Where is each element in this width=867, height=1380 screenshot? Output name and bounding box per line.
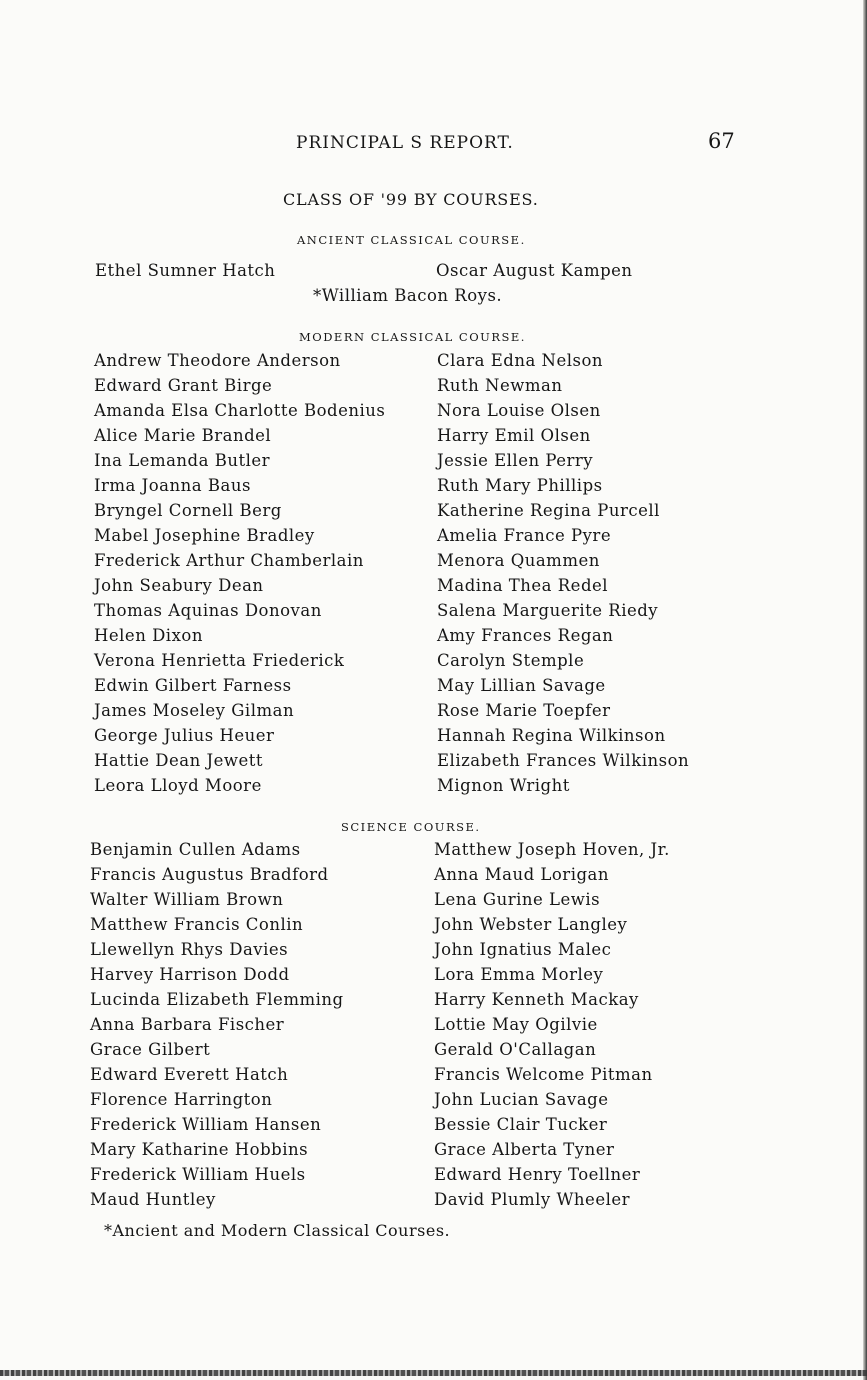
student-name: Benjamin Cullen Adams bbox=[90, 840, 301, 859]
page-number: 67 bbox=[708, 129, 735, 153]
running-header: PRINCIPAL S REPORT. bbox=[296, 133, 514, 153]
student-name: May Lillian Savage bbox=[437, 676, 606, 695]
student-name: Ruth Mary Phillips bbox=[437, 476, 603, 495]
student-name: Menora Quammen bbox=[437, 551, 600, 570]
ancient-name-right: Oscar August Kampen bbox=[436, 261, 633, 280]
student-name: Helen Dixon bbox=[94, 626, 203, 645]
student-name: George Julius Heuer bbox=[94, 726, 275, 745]
student-name: Jessie Ellen Perry bbox=[437, 451, 594, 470]
science-right-column bbox=[434, 837, 670, 1212]
modern-left-column bbox=[94, 348, 385, 798]
ancient-name-center: *William Bacon Roys. bbox=[313, 286, 503, 305]
science-course-heading: SCIENCE COURSE. bbox=[341, 820, 481, 834]
student-name: Bessie Clair Tucker bbox=[434, 1115, 608, 1134]
student-name: Grace Alberta Tyner bbox=[434, 1140, 615, 1159]
student-name: Rose Marie Toepfer bbox=[437, 701, 611, 720]
student-name: Lottie May Ogilvie bbox=[434, 1015, 598, 1034]
student-name: Lora Emma Morley bbox=[434, 965, 604, 984]
student-name: Irma Joanna Baus bbox=[94, 476, 251, 495]
student-name: Alice Marie Brandel bbox=[94, 426, 272, 445]
student-name: John Ignatius Malec bbox=[434, 940, 612, 959]
page-bottom-edge bbox=[0, 1370, 867, 1376]
ancient-course-heading: ANCIENT CLASSICAL COURSE. bbox=[297, 233, 526, 247]
student-name: Ruth Newman bbox=[437, 376, 563, 395]
student-name: Elizabeth Frances Wilkinson bbox=[437, 751, 690, 770]
modern-course-heading: MODERN CLASSICAL COURSE. bbox=[299, 330, 526, 344]
student-name: Frederick William Huels bbox=[90, 1165, 306, 1184]
student-name: Francis Augustus Bradford bbox=[90, 865, 329, 884]
student-name: Bryngel Cornell Berg bbox=[94, 501, 282, 520]
student-name: Nora Louise Olsen bbox=[437, 401, 601, 420]
student-name: Grace Gilbert bbox=[90, 1040, 211, 1059]
student-name: Harry Emil Olsen bbox=[437, 426, 591, 445]
class-title: CLASS OF '99 BY COURSES. bbox=[283, 190, 539, 209]
student-name: Edwin Gilbert Farness bbox=[94, 676, 292, 695]
student-name: Mary Katharine Hobbins bbox=[90, 1140, 309, 1159]
student-name: Mabel Josephine Bradley bbox=[94, 526, 315, 545]
student-name: Andrew Theodore Anderson bbox=[94, 351, 341, 370]
student-name: Madina Thea Redel bbox=[437, 576, 609, 595]
student-name: Matthew Francis Conlin bbox=[90, 915, 304, 934]
student-name: Lena Gurine Lewis bbox=[434, 890, 601, 909]
modern-right-column bbox=[437, 348, 689, 798]
student-name: Walter William Brown bbox=[90, 890, 284, 909]
student-name: John Lucian Savage bbox=[434, 1090, 609, 1109]
student-name: Maud Huntley bbox=[90, 1190, 216, 1209]
student-name: Francis Welcome Pitman bbox=[434, 1065, 653, 1084]
student-name: Harvey Harrison Dodd bbox=[90, 965, 290, 984]
student-name: Mignon Wright bbox=[437, 776, 570, 795]
student-name: Verona Henrietta Friederick bbox=[94, 651, 345, 670]
student-name: Anna Barbara Fischer bbox=[90, 1015, 285, 1034]
student-name: Llewellyn Rhys Davies bbox=[90, 940, 289, 959]
student-name: Carolyn Stemple bbox=[437, 651, 585, 670]
student-name: Edward Everett Hatch bbox=[90, 1065, 289, 1084]
science-left-column bbox=[90, 837, 344, 1212]
student-name: Gerald O'Callagan bbox=[434, 1040, 597, 1059]
student-name: Florence Harrington bbox=[90, 1090, 273, 1109]
student-name: David Plumly Wheeler bbox=[434, 1190, 631, 1209]
student-name: Amelia France Pyre bbox=[437, 526, 612, 545]
student-name: Edward Henry Toellner bbox=[434, 1165, 641, 1184]
student-name: Matthew Joseph Hoven, Jr. bbox=[434, 840, 670, 859]
student-name: Thomas Aquinas Donovan bbox=[94, 601, 322, 620]
student-name: Amanda Elsa Charlotte Bodenius bbox=[94, 401, 386, 420]
student-name: Frederick William Hansen bbox=[90, 1115, 322, 1134]
student-name: John Webster Langley bbox=[434, 915, 628, 934]
student-name: Amy Frances Regan bbox=[437, 626, 614, 645]
ancient-name-left: Ethel Sumner Hatch bbox=[95, 261, 276, 280]
student-name: John Seabury Dean bbox=[94, 576, 264, 595]
student-name: Lucinda Elizabeth Flemming bbox=[90, 990, 344, 1009]
page-edge-shadow bbox=[863, 0, 867, 1380]
student-name: Anna Maud Lorigan bbox=[434, 865, 609, 884]
student-name: Leora Lloyd Moore bbox=[94, 776, 262, 795]
student-name: Edward Grant Birge bbox=[94, 376, 273, 395]
student-name: Katherine Regina Purcell bbox=[437, 501, 660, 520]
student-name: Ina Lemanda Butler bbox=[94, 451, 271, 470]
student-name: Salena Marguerite Riedy bbox=[437, 601, 659, 620]
student-name: Hattie Dean Jewett bbox=[94, 751, 264, 770]
footnote: *Ancient and Modern Classical Courses. bbox=[104, 1221, 451, 1240]
student-name: Harry Kenneth Mackay bbox=[434, 990, 639, 1009]
student-name: Hannah Regina Wilkinson bbox=[437, 726, 666, 745]
student-name: James Moseley Gilman bbox=[94, 701, 295, 720]
student-name: Clara Edna Nelson bbox=[437, 351, 604, 370]
student-name: Frederick Arthur Chamberlain bbox=[94, 551, 364, 570]
